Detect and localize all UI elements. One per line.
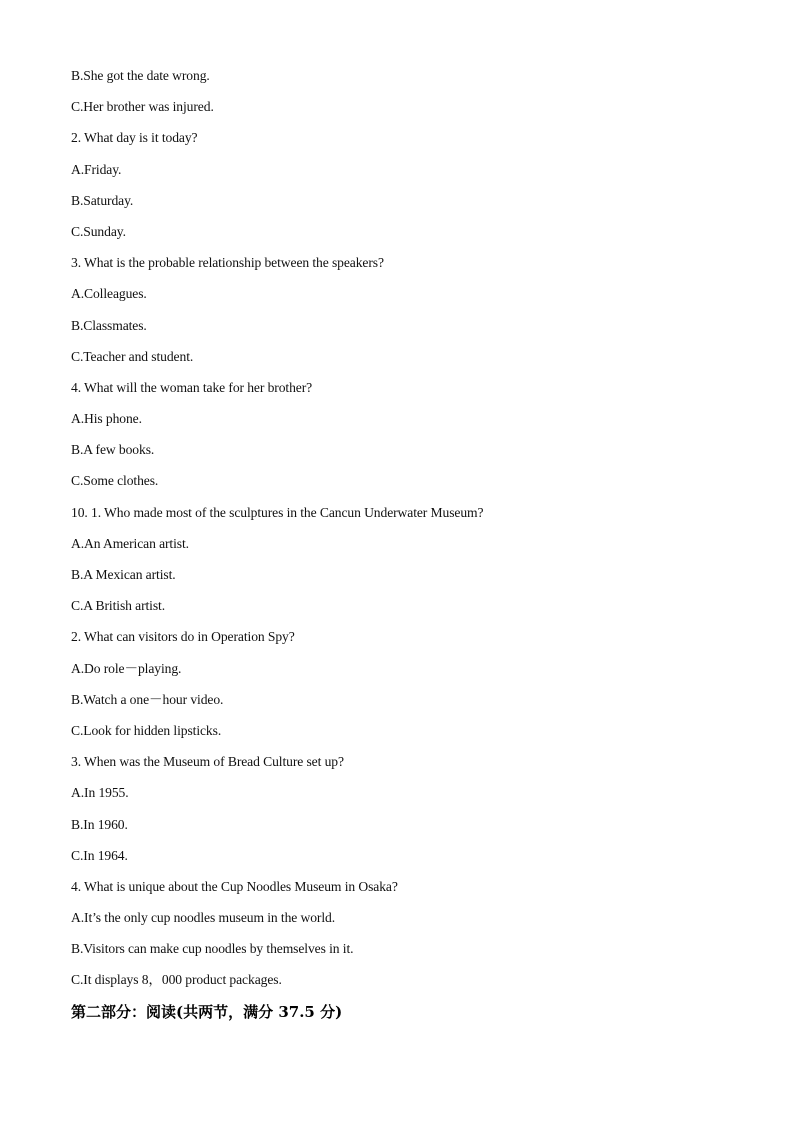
option-line: B.Classmates.	[71, 317, 147, 333]
option-line: C.Teacher and student.	[71, 348, 194, 364]
option-line: C.Her brother was injured.	[71, 99, 214, 115]
question-line: 4. What is unique about the Cup Noodles Museum in Osaka?	[71, 878, 398, 894]
question-line: 4. What will the woman take for her brother?	[71, 379, 313, 395]
option-line: B.A Mexican artist.	[71, 567, 176, 582]
option-line: A.An American artist.	[71, 535, 189, 551]
question-line: 2. What can visitors do in Operation Spy?	[71, 629, 295, 645]
option-line: A.Do role－playing.	[71, 660, 182, 676]
question-line: 3. When was the Museum of Bread Culture set up?	[71, 754, 344, 770]
option-line: C.Look for hidden lipsticks.	[71, 722, 222, 738]
option-line: A.Colleagues.	[71, 286, 147, 302]
option-line: A.It’s the only cup noodles museum in the world.	[71, 910, 336, 926]
question-line: 3. What is the probable relationship between the speakers?	[71, 255, 384, 271]
section-heading: 第二部分：阅读(共两节，满分 37.5 分)	[71, 1003, 343, 1021]
question-line: 2. What day is it today?	[71, 130, 198, 146]
option-line: C.In 1964.	[71, 847, 128, 863]
option-line: C.It displays 8，000 product packages.	[71, 972, 282, 988]
question-list	[71, 66, 761, 1002]
option-line: A.In 1955.	[71, 785, 129, 801]
question-line: 10. 1. Who made most of the sculptures in the Cancun Underwater Museum?	[71, 504, 484, 520]
option-line: C.Sunday.	[71, 223, 126, 239]
option-line: B.A few books.	[71, 442, 155, 458]
option-line: B.She got the date wrong.	[71, 68, 210, 83]
option-line: A.His phone.	[71, 411, 142, 427]
option-line: A.Friday.	[71, 161, 122, 177]
option-line: B.Visitors can make cup noodles by themselves in it.	[71, 941, 354, 957]
option-line: C.Some clothes.	[71, 473, 159, 489]
option-line: C.A British artist.	[71, 598, 166, 614]
option-line: B.Saturday.	[71, 192, 134, 208]
option-line: B.In 1960.	[71, 816, 128, 832]
option-line: B.Watch a one－hour video.	[71, 691, 224, 707]
